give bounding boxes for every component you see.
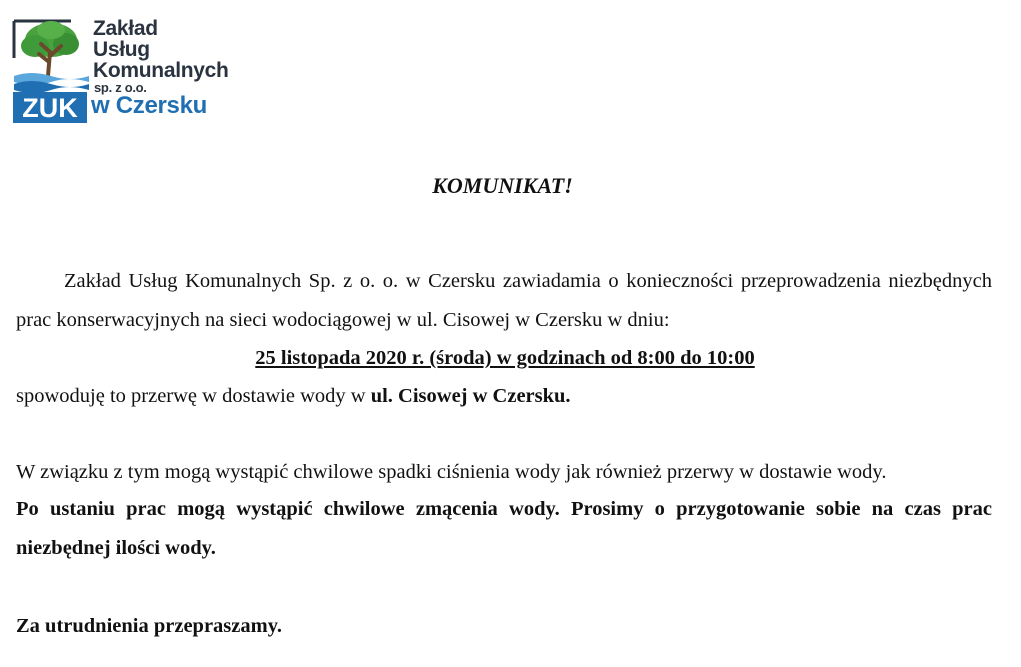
company-name-line1: Zakład [93,17,158,40]
company-name-line2: Usług [93,38,150,61]
company-name [93,18,229,118]
company-logo [11,18,251,128]
tree-water-logo-icon [11,18,89,124]
zuk-mark-text: ZUK [22,93,78,123]
apology-line: Za utrudnienia przepraszamy. [16,615,282,637]
company-name-line3: Komunalnych [93,59,229,82]
consequence-line [16,377,571,416]
intro-text: Zakład Usług Komunalnych Sp. z o. o. w Czersku zawiadamia o konieczności przeprowadzenia niezbędnych prac konserwacyjnych na sieci wodociągowej w ul. Cisowej w Czersku w dniu: [16,270,992,331]
pressure-notice: W związku z tym mogą wystąpić chwilowe spadki ciśnienia wody jak również przerwy w dostawie wody. [16,461,887,483]
announcement-title: KOMUNIKAT! [432,173,573,198]
street-name: ul. Cisowej w Czersku. [370,385,571,407]
turbidity-notice: Po ustaniu prac mogą wystąpić chwilowe zmącenia wody. Prosimy o przygotowanie sobie na czas prac niezbędnej ilości wody. [16,498,992,559]
water-wave-bottom [14,81,89,93]
announcement-intro-paragraph [16,262,992,340]
outage-date-line: 25 listopada 2020 r. (środa) w godzinach od 8:00 do 10:00 [255,347,755,369]
consequence-text: spowoduję to przerwę w dostawie wody w [16,385,371,407]
company-legal-form: sp. z o.o. [94,80,147,95]
company-city: w Czersku [91,92,208,119]
